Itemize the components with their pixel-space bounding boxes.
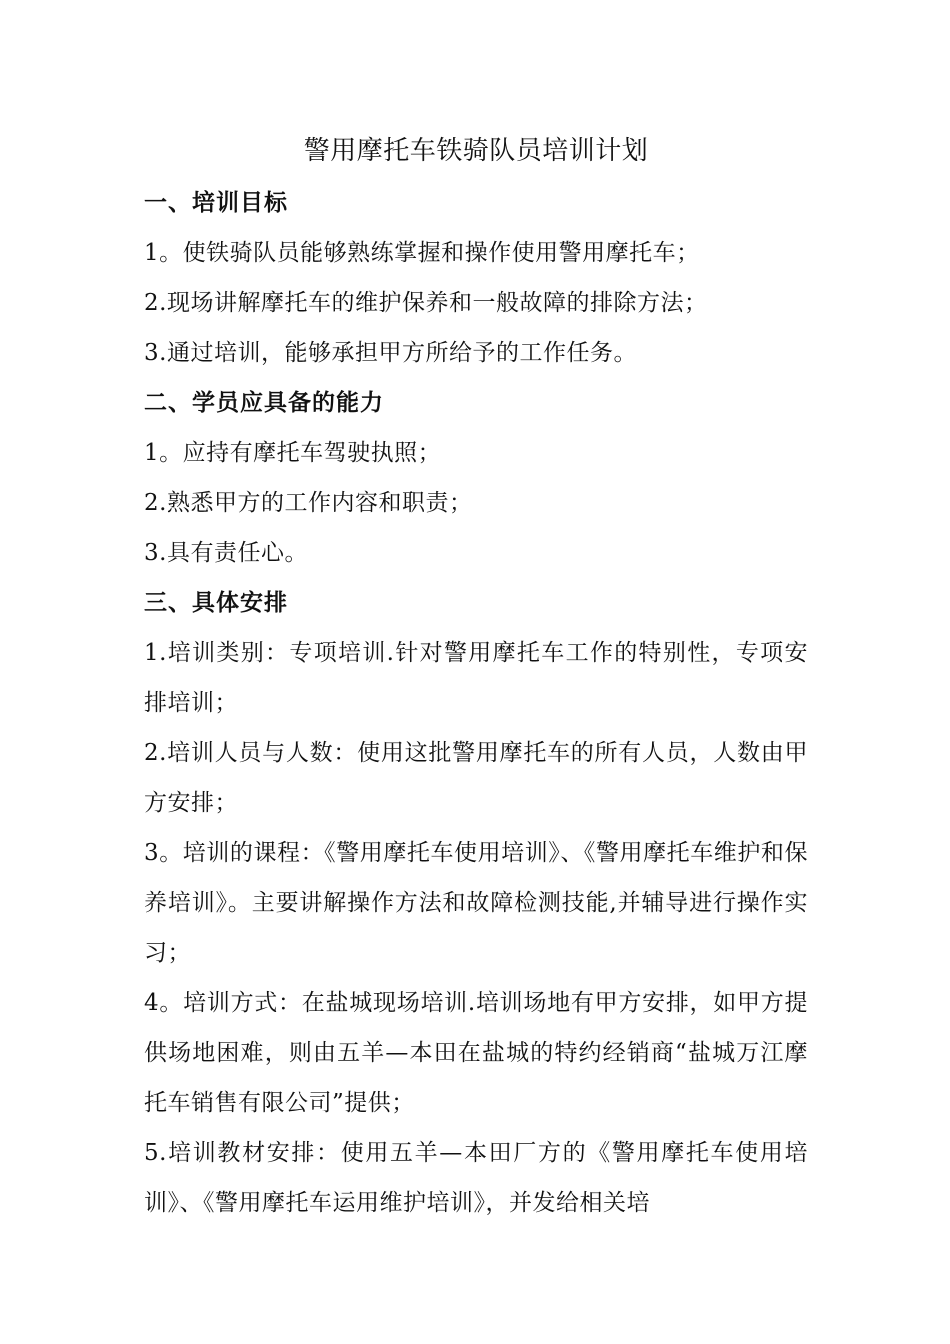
document-body — [144, 128, 808, 1228]
section-training-goals — [144, 178, 808, 378]
section-heading: 三、具体安排 — [144, 590, 288, 616]
section-heading: 二、学员应具备的能力 — [144, 390, 384, 416]
paragraph: 1。应持有摩托车驾驶执照； — [144, 440, 442, 466]
paragraph: 3。培训的课程：《警用摩托车使用培训》、《警用摩托车维护和保养培训》。主要讲解操作方法和故障检测技能,并辅导进行操作实习； — [144, 840, 808, 966]
paragraph: 2.熟悉甲方的工作内容和职责； — [144, 490, 473, 516]
paragraph: 1.培训类别：专项培训.针对警用摩托车工作的特别性，专项安排培训； — [144, 640, 808, 716]
paragraph: 2.现场讲解摩托车的维护保养和一般故障的排除方法； — [144, 290, 708, 316]
paragraph: 5.培训教材安排：使用五羊—本田厂方的《警用摩托车使用培训》、《警用摩托车运用维护培训》，并发给相关培 — [144, 1140, 808, 1216]
section-trainee-abilities — [144, 378, 808, 578]
paragraph: 4。培训方式：在盐城现场培训.培训场地有甲方安排，如甲方提供场地困难，则由五羊—本田在盐城的特约经销商“盐城万江摩托车销售有限公司”提供； — [144, 990, 808, 1116]
paragraph: 3.通过培训，能够承担甲方所给予的工作任务。 — [144, 340, 637, 366]
paragraph: 3.具有责任心。 — [144, 540, 308, 566]
section-specific-arrangements — [144, 578, 808, 1228]
document-title: 警用摩托车铁骑队员培训计划 — [303, 136, 649, 166]
section-heading: 一、培训目标 — [144, 190, 288, 216]
paragraph: 2.培训人员与人数：使用这批警用摩托车的所有人员，人数由甲方安排； — [144, 740, 808, 816]
paragraph: 1。使铁骑队员能够熟练掌握和操作使用警用摩托车； — [144, 240, 700, 266]
